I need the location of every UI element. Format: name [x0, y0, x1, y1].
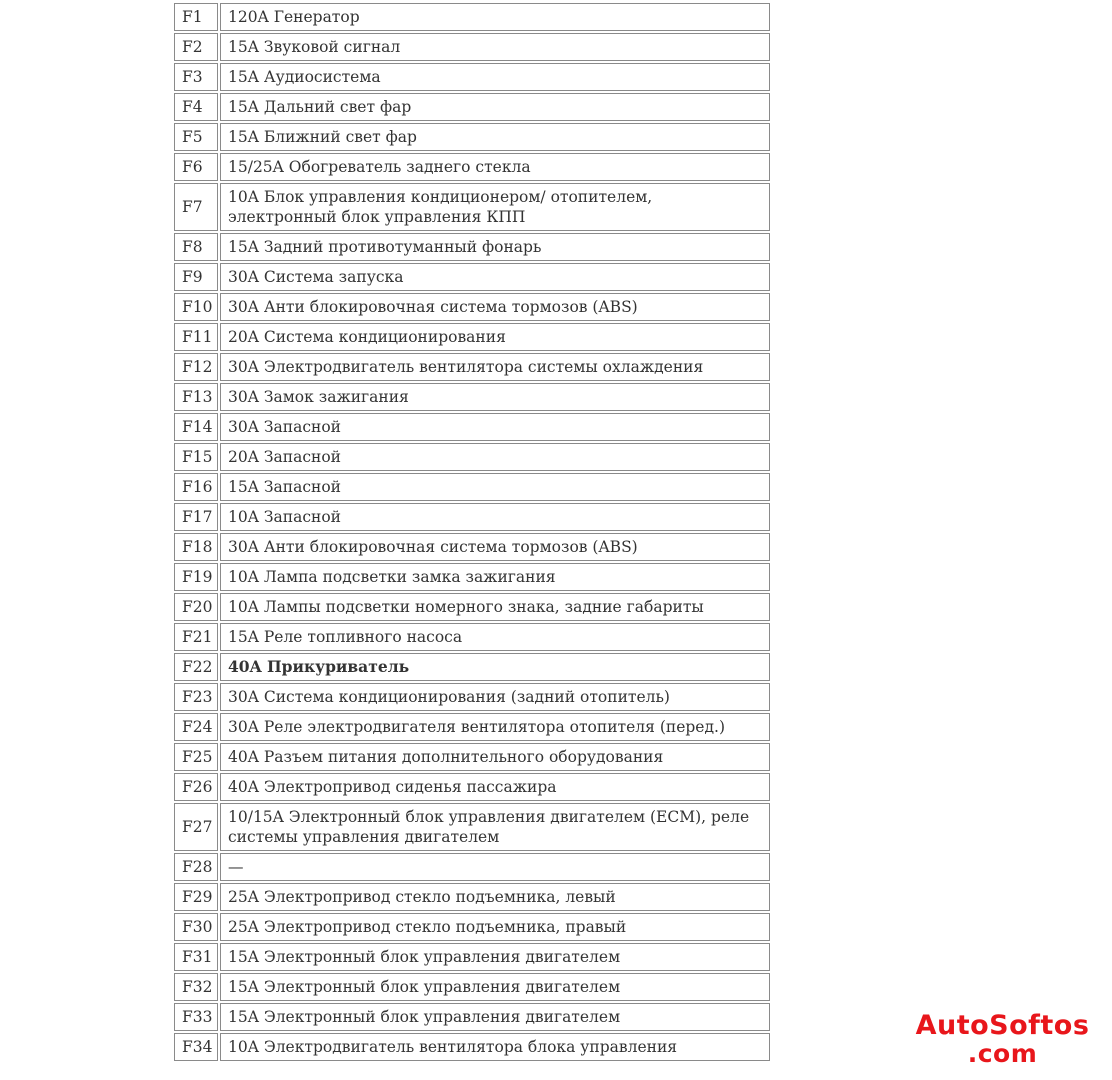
fuse-row — [174, 653, 770, 681]
fuse-description: 30A Реле электродвигателя вентилятора отопителя (перед.) — [220, 713, 770, 741]
fuse-description: 15A Задний противотуманный фонарь — [220, 233, 770, 261]
fuse-id: F20 — [174, 593, 218, 621]
fuse-description: 10A Лампа подсветки замка зажигания — [220, 563, 770, 591]
fuse-row — [174, 883, 770, 911]
fuse-row — [174, 973, 770, 1001]
fuse-id: F13 — [174, 383, 218, 411]
fuse-row — [174, 773, 770, 801]
fuse-id: F3 — [174, 63, 218, 91]
fuse-description: 15/25A Обогреватель заднего стекла — [220, 153, 770, 181]
fuse-description: 15A Дальний свет фар — [220, 93, 770, 121]
fuse-description: 30A Электродвигатель вентилятора системы охлаждения — [220, 353, 770, 381]
fuse-id: F8 — [174, 233, 218, 261]
fuse-row — [174, 913, 770, 941]
fuse-id: F7 — [174, 183, 218, 231]
fuse-row — [174, 623, 770, 651]
fuse-row — [174, 443, 770, 471]
watermark-logo — [905, 1012, 1100, 1068]
fuse-id: F15 — [174, 443, 218, 471]
fuse-description: 20A Система кондиционирования — [220, 323, 770, 351]
fuse-id: F21 — [174, 623, 218, 651]
fuse-id: F23 — [174, 683, 218, 711]
fuse-row — [174, 153, 770, 181]
fuse-row — [174, 123, 770, 151]
fuse-id: F31 — [174, 943, 218, 971]
fuse-description: 30A Система кондиционирования (задний отопитель) — [220, 683, 770, 711]
fuse-id: F14 — [174, 413, 218, 441]
fuse-id: F26 — [174, 773, 218, 801]
fuse-row — [174, 3, 770, 31]
fuse-row — [174, 473, 770, 501]
fuse-description: 15A Электронный блок управления двигателем — [220, 943, 770, 971]
fuse-description: 40A Прикуриватель — [220, 653, 770, 681]
fuse-row — [174, 1003, 770, 1031]
fuse-row — [174, 413, 770, 441]
fuse-row — [174, 383, 770, 411]
fuse-row — [174, 353, 770, 381]
fuse-row — [174, 743, 770, 771]
fuse-row — [174, 803, 770, 851]
fuse-description: 15A Реле топливного насоса — [220, 623, 770, 651]
fuse-id: F1 — [174, 3, 218, 31]
fuse-description: 40A Электропривод сиденья пассажира — [220, 773, 770, 801]
fuse-id: F10 — [174, 293, 218, 321]
watermark-line2: .com — [967, 1039, 1038, 1068]
fuse-row — [174, 93, 770, 121]
fuse-table — [172, 1, 772, 1063]
fuse-row — [174, 853, 770, 881]
fuse-id: F6 — [174, 153, 218, 181]
fuse-row — [174, 683, 770, 711]
fuse-id: F19 — [174, 563, 218, 591]
fuse-description: 10A Электродвигатель вентилятора блока управления — [220, 1033, 770, 1061]
fuse-id: F16 — [174, 473, 218, 501]
fuse-row — [174, 503, 770, 531]
fuse-description: 15A Электронный блок управления двигателем — [220, 973, 770, 1001]
fuse-id: F28 — [174, 853, 218, 881]
fuse-row — [174, 533, 770, 561]
fuse-id: F9 — [174, 263, 218, 291]
fuse-row — [174, 63, 770, 91]
fuse-id: F18 — [174, 533, 218, 561]
fuse-description: 120A Генератор — [220, 3, 770, 31]
fuse-description: 30A Запасной — [220, 413, 770, 441]
fuse-id: F2 — [174, 33, 218, 61]
fuse-row — [174, 1033, 770, 1061]
fuse-id: F32 — [174, 973, 218, 1001]
fuse-id: F4 — [174, 93, 218, 121]
fuse-description: 30A Замок зажигания — [220, 383, 770, 411]
fuse-id: F11 — [174, 323, 218, 351]
fuse-row — [174, 593, 770, 621]
fuse-row — [174, 563, 770, 591]
fuse-row — [174, 713, 770, 741]
watermark-line1: AutoSoftos — [915, 1010, 1090, 1041]
fuse-id: F22 — [174, 653, 218, 681]
fuse-description: 25A Электропривод стекло подъемника, левый — [220, 883, 770, 911]
fuse-id: F34 — [174, 1033, 218, 1061]
fuse-description: 10A Блок управления кондиционером/ отопителем, электронный блок управления КПП — [220, 183, 770, 231]
fuse-row — [174, 183, 770, 231]
fuse-description: 15A Электронный блок управления двигателем — [220, 1003, 770, 1031]
fuse-id: F24 — [174, 713, 218, 741]
fuse-description: 15A Звуковой сигнал — [220, 33, 770, 61]
fuse-description: — — [220, 853, 770, 881]
fuse-description: 30A Анти блокировочная система тормозов (ABS) — [220, 533, 770, 561]
fuse-table-body — [174, 3, 770, 1061]
fuse-description: 10A Запасной — [220, 503, 770, 531]
fuse-description: 15A Запасной — [220, 473, 770, 501]
fuse-id: F25 — [174, 743, 218, 771]
fuse-description: 40A Разъем питания дополнительного оборудования — [220, 743, 770, 771]
fuse-row — [174, 263, 770, 291]
fuse-id: F27 — [174, 803, 218, 851]
fuse-row — [174, 33, 770, 61]
fuse-row — [174, 323, 770, 351]
fuse-id: F33 — [174, 1003, 218, 1031]
fuse-description: 30A Система запуска — [220, 263, 770, 291]
fuse-description: 10A Лампы подсветки номерного знака, задние габариты — [220, 593, 770, 621]
fuse-row — [174, 943, 770, 971]
fuse-description: 15A Аудиосистема — [220, 63, 770, 91]
fuse-description: 15A Ближний свет фар — [220, 123, 770, 151]
fuse-id: F30 — [174, 913, 218, 941]
fuse-row — [174, 233, 770, 261]
fuse-id: F29 — [174, 883, 218, 911]
fuse-row — [174, 293, 770, 321]
fuse-description: 20A Запасной — [220, 443, 770, 471]
fuse-id: F17 — [174, 503, 218, 531]
fuse-description: 25A Электропривод стекло подъемника, правый — [220, 913, 770, 941]
fuse-id: F5 — [174, 123, 218, 151]
fuse-id: F12 — [174, 353, 218, 381]
fuse-description: 30A Анти блокировочная система тормозов (ABS) — [220, 293, 770, 321]
fuse-description: 10/15A Электронный блок управления двигателем (ECM), реле системы управления двигателем — [220, 803, 770, 851]
